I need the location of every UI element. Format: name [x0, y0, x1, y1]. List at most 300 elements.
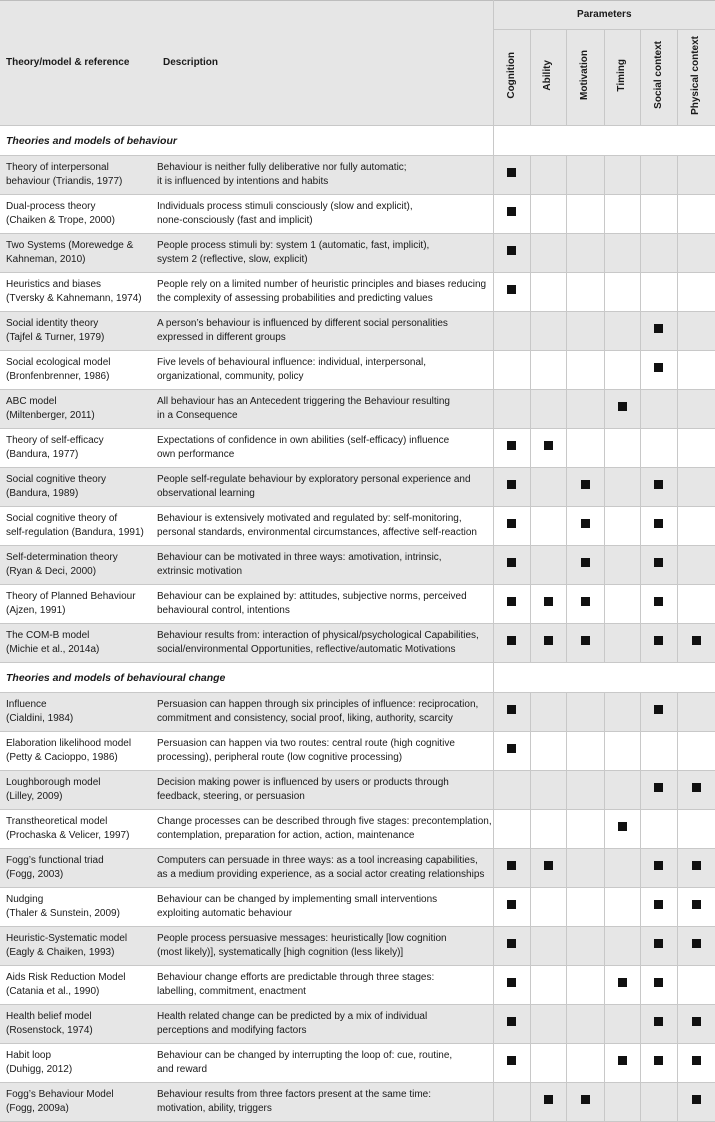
- section-heading-row: [0, 663, 715, 693]
- param-cell-physical-context: [677, 693, 715, 732]
- param-cell-motivation: [566, 507, 604, 546]
- table-header: [0, 1, 715, 126]
- param-cell-physical-context: [677, 390, 715, 429]
- description-cell: [157, 312, 493, 351]
- param-cell-motivation: [566, 156, 604, 195]
- filled-square-marker-icon: [654, 978, 663, 987]
- description-line: own performance: [157, 449, 235, 460]
- param-cell-social-context: [640, 351, 677, 390]
- theory-name: Health belief model: [6, 1011, 92, 1022]
- theory-name: Habit loop: [6, 1050, 52, 1061]
- table-row: [0, 693, 715, 732]
- filled-square-marker-icon: [544, 597, 553, 606]
- param-cell-ability: [530, 1044, 566, 1083]
- filled-square-marker-icon: [507, 744, 516, 753]
- description-cell: [157, 771, 493, 810]
- description-cell: [157, 1044, 493, 1083]
- table-row: [0, 507, 715, 546]
- param-cell-cognition: [493, 273, 530, 312]
- param-cell-social-context: [640, 195, 677, 234]
- description-line: expressed in different groups: [157, 332, 286, 343]
- param-cell-motivation: [566, 468, 604, 507]
- theory-name: Social cognitive theory of: [6, 513, 118, 524]
- param-cell-social-context: [640, 1044, 677, 1083]
- description-line: social/environmental Opportunities, reflective/automatic Motivations: [157, 644, 456, 655]
- theory-cell: [0, 849, 157, 888]
- theory-name: Theory of interpersonal: [6, 162, 109, 173]
- description-line: All behaviour has an Antecedent triggering the Behaviour resulting: [157, 396, 450, 407]
- param-header-physical-context: Physical context: [677, 30, 715, 126]
- param-cell-social-context: [640, 468, 677, 507]
- table-row: [0, 849, 715, 888]
- param-cell-ability: [530, 585, 566, 624]
- param-cell-timing: [604, 771, 640, 810]
- theory-cell: [0, 507, 157, 546]
- table-row: [0, 810, 715, 849]
- description-line: organizational, community, policy: [157, 371, 304, 382]
- theory-reference: (Tajfel & Turner, 1979): [6, 332, 105, 343]
- param-cell-ability: [530, 234, 566, 273]
- param-cell-physical-context: [677, 234, 715, 273]
- table-row: [0, 234, 715, 273]
- param-cell-timing: [604, 1044, 640, 1083]
- theory-reference: (Catania et al., 1990): [6, 986, 100, 997]
- param-cell-social-context: [640, 966, 677, 1005]
- param-header-social-context: Social context: [640, 30, 677, 126]
- param-cell-cognition: [493, 585, 530, 624]
- param-cell-cognition: [493, 624, 530, 663]
- param-cell-physical-context: [677, 810, 715, 849]
- param-cell-ability: [530, 732, 566, 771]
- param-cell-social-context: [640, 732, 677, 771]
- table-row: [0, 1044, 715, 1083]
- description-line: Behaviour is extensively motivated and regulated by: self-monitoring,: [157, 513, 462, 524]
- filled-square-marker-icon: [544, 441, 553, 450]
- filled-square-marker-icon: [581, 1095, 590, 1104]
- description-line: Expectations of confidence in own abilities (self-efficacy) influence: [157, 435, 450, 446]
- param-cell-timing: [604, 966, 640, 1005]
- param-cell-cognition: [493, 849, 530, 888]
- filled-square-marker-icon: [507, 246, 516, 255]
- filled-square-marker-icon: [544, 636, 553, 645]
- param-header-timing: Timing: [604, 30, 640, 126]
- param-cell-timing: [604, 312, 640, 351]
- filled-square-marker-icon: [618, 978, 627, 987]
- table-row: [0, 390, 715, 429]
- filled-square-marker-icon: [654, 861, 663, 870]
- filled-square-marker-icon: [654, 597, 663, 606]
- description-line: People self-regulate behaviour by exploratory personal experience and: [157, 474, 471, 485]
- param-cell-cognition: [493, 351, 530, 390]
- filled-square-marker-icon: [654, 705, 663, 714]
- param-cell-social-context: [640, 429, 677, 468]
- filled-square-marker-icon: [654, 1056, 663, 1065]
- theory-cell: [0, 390, 157, 429]
- param-cell-timing: [604, 546, 640, 585]
- param-cell-physical-context: [677, 966, 715, 1005]
- filled-square-marker-icon: [507, 519, 516, 528]
- description-line: system 2 (reflective, slow, explicit): [157, 254, 308, 265]
- theory-cell: [0, 888, 157, 927]
- param-cell-cognition: [493, 507, 530, 546]
- param-cell-cognition: [493, 390, 530, 429]
- description-line: People process stimuli by: system 1 (automatic, fast, implicit),: [157, 240, 430, 251]
- table-row: [0, 1083, 715, 1122]
- description-line: Change processes can be described through five stages: precontemplation,: [157, 816, 492, 827]
- param-cell-cognition: [493, 1044, 530, 1083]
- param-cell-timing: [604, 624, 640, 663]
- param-cell-timing: [604, 195, 640, 234]
- param-cell-social-context: [640, 693, 677, 732]
- table-row: [0, 312, 715, 351]
- table-row: [0, 429, 715, 468]
- param-cell-ability: [530, 1083, 566, 1122]
- description-line: the complexity of assessing probabilities and predicting values: [157, 293, 433, 304]
- param-cell-timing: [604, 468, 640, 507]
- filled-square-marker-icon: [654, 1017, 663, 1026]
- param-cell-timing: [604, 507, 640, 546]
- description-cell: [157, 732, 493, 771]
- filled-square-marker-icon: [654, 636, 663, 645]
- description-cell: [157, 195, 493, 234]
- description-line: contemplation, preparation for action, action, maintenance: [157, 830, 415, 841]
- param-cell-ability: [530, 693, 566, 732]
- description-line: (most likely)], systematically [high cognition (less likely)]: [157, 947, 404, 958]
- param-cell-social-context: [640, 771, 677, 810]
- theory-cell: [0, 351, 157, 390]
- description-line: as a medium providing experience, as a social actor creating relationships: [157, 869, 485, 880]
- param-cell-physical-context: [677, 771, 715, 810]
- param-cell-ability: [530, 468, 566, 507]
- param-cell-timing: [604, 234, 640, 273]
- theory-cell: [0, 810, 157, 849]
- theory-reference: (Bronfenbrenner, 1986): [6, 371, 110, 382]
- description-cell: [157, 585, 493, 624]
- param-cell-motivation: [566, 888, 604, 927]
- description-cell: [157, 546, 493, 585]
- param-cell-physical-context: [677, 273, 715, 312]
- param-cell-cognition: [493, 468, 530, 507]
- param-cell-social-context: [640, 312, 677, 351]
- param-cell-motivation: [566, 351, 604, 390]
- theory-cell: [0, 1044, 157, 1083]
- theory-name: Heuristic-Systematic model: [6, 933, 128, 944]
- param-cell-ability: [530, 624, 566, 663]
- table-row: [0, 732, 715, 771]
- theory-cell: [0, 195, 157, 234]
- param-cell-cognition: [493, 312, 530, 351]
- filled-square-marker-icon: [581, 558, 590, 567]
- description-line: Behaviour can be explained by: attitudes, subjective norms, perceived: [157, 591, 467, 602]
- description-cell: [157, 966, 493, 1005]
- description-cell: [157, 810, 493, 849]
- param-cell-motivation: [566, 693, 604, 732]
- filled-square-marker-icon: [692, 783, 701, 792]
- param-cell-cognition: [493, 546, 530, 585]
- param-cell-timing: [604, 585, 640, 624]
- table-row: [0, 195, 715, 234]
- param-cell-social-context: [640, 927, 677, 966]
- theory-name: ABC model: [6, 396, 57, 407]
- theory-reference: (Miltenberger, 2011): [6, 410, 95, 421]
- theory-reference: self-regulation (Bandura, 1991): [6, 527, 144, 538]
- theory-name: Heuristics and biases: [6, 279, 102, 290]
- theory-name: Theory of self-efficacy: [6, 435, 104, 446]
- param-cell-physical-context: [677, 312, 715, 351]
- description-line: labelling, commitment, enactment: [157, 986, 306, 997]
- param-cell-physical-context: [677, 546, 715, 585]
- theory-cell: [0, 624, 157, 663]
- theory-reference: (Michie et al., 2014a): [6, 644, 100, 655]
- theory-name: Dual-process theory: [6, 201, 96, 212]
- description-cell: [157, 468, 493, 507]
- description-line: Behaviour change efforts are predictable through three stages:: [157, 972, 435, 983]
- param-cell-physical-context: [677, 624, 715, 663]
- theory-reference: (Chaiken & Trope, 2000): [6, 215, 115, 226]
- param-cell-ability: [530, 1005, 566, 1044]
- filled-square-marker-icon: [507, 168, 516, 177]
- table-row: [0, 624, 715, 663]
- param-cell-cognition: [493, 693, 530, 732]
- filled-square-marker-icon: [654, 324, 663, 333]
- param-cell-social-context: [640, 390, 677, 429]
- description-line: Five levels of behavioural influence: individual, interpersonal,: [157, 357, 427, 368]
- theory-cell: [0, 732, 157, 771]
- filled-square-marker-icon: [692, 861, 701, 870]
- param-cell-physical-context: [677, 1044, 715, 1083]
- param-cell-social-context: [640, 273, 677, 312]
- param-cell-motivation: [566, 732, 604, 771]
- description-line: Behaviour can be changed by interrupting the loop of: cue, routine,: [157, 1050, 453, 1061]
- description-line: Persuasion can happen via two routes: central route (high cognitive: [157, 738, 455, 749]
- description-cell: [157, 1083, 493, 1122]
- param-cell-ability: [530, 771, 566, 810]
- param-cell-motivation: [566, 771, 604, 810]
- theory-cell: [0, 585, 157, 624]
- param-cell-motivation: [566, 810, 604, 849]
- theory-cell: [0, 1005, 157, 1044]
- table-row: [0, 156, 715, 195]
- param-cell-ability: [530, 810, 566, 849]
- filled-square-marker-icon: [692, 900, 701, 909]
- param-cell-physical-context: [677, 351, 715, 390]
- section-title: Theories and models of behaviour: [0, 126, 493, 156]
- param-cell-motivation: [566, 1044, 604, 1083]
- table-row: [0, 927, 715, 966]
- theory-name: Aids Risk Reduction Model: [6, 972, 126, 983]
- description-cell: [157, 507, 493, 546]
- table-row: [0, 273, 715, 312]
- theory-cell: [0, 693, 157, 732]
- description-line: motivation, ability, triggers: [157, 1103, 272, 1114]
- theory-cell: [0, 546, 157, 585]
- param-cell-motivation: [566, 1083, 604, 1122]
- param-cell-timing: [604, 351, 640, 390]
- param-cell-physical-context: [677, 1083, 715, 1122]
- table-row: [0, 888, 715, 927]
- param-cell-cognition: [493, 732, 530, 771]
- param-cell-social-context: [640, 810, 677, 849]
- table-row: [0, 966, 715, 1005]
- param-cell-timing: [604, 732, 640, 771]
- filled-square-marker-icon: [507, 900, 516, 909]
- param-cell-motivation: [566, 312, 604, 351]
- filled-square-marker-icon: [544, 1095, 553, 1104]
- description-line: Behaviour results from: interaction of physical/psychological Capabilities,: [157, 630, 479, 641]
- theory-name: Social cognitive theory: [6, 474, 107, 485]
- description-line: observational learning: [157, 488, 255, 499]
- filled-square-marker-icon: [507, 558, 516, 567]
- param-cell-ability: [530, 966, 566, 1005]
- theory-reference: (Rosenstock, 1974): [6, 1025, 93, 1036]
- description-cell: [157, 693, 493, 732]
- param-cell-physical-context: [677, 429, 715, 468]
- theory-cell: [0, 468, 157, 507]
- table-row: [0, 468, 715, 507]
- param-cell-motivation: [566, 195, 604, 234]
- theory-name: Elaboration likelihood model: [6, 738, 132, 749]
- filled-square-marker-icon: [507, 207, 516, 216]
- table-row: [0, 546, 715, 585]
- param-cell-ability: [530, 507, 566, 546]
- filled-square-marker-icon: [692, 939, 701, 948]
- param-cell-physical-context: [677, 1005, 715, 1044]
- param-header-cognition: Cognition: [493, 30, 530, 126]
- description-line: it is influenced by intentions and habits: [157, 176, 329, 187]
- param-cell-cognition: [493, 429, 530, 468]
- param-cell-motivation: [566, 546, 604, 585]
- param-cell-cognition: [493, 156, 530, 195]
- filled-square-marker-icon: [507, 939, 516, 948]
- theory-name: Two Systems (Morewedge &: [6, 240, 134, 251]
- param-cell-cognition: [493, 810, 530, 849]
- param-cell-cognition: [493, 1083, 530, 1122]
- theory-reference: (Eagly & Chaiken, 1993): [6, 947, 115, 958]
- theory-reference: (Lilley, 2009): [6, 791, 63, 802]
- description-line: exploiting automatic behaviour: [157, 908, 293, 919]
- param-cell-ability: [530, 351, 566, 390]
- description-line: Persuasion can happen through six principles of influence: reciprocation,: [157, 699, 479, 710]
- param-cell-motivation: [566, 390, 604, 429]
- param-cell-motivation: [566, 966, 604, 1005]
- param-cell-physical-context: [677, 507, 715, 546]
- theory-reference: Kahneman, 2010): [6, 254, 86, 265]
- description-line: extrinsic motivation: [157, 566, 243, 577]
- theory-column-header: Theory/model & reference: [0, 1, 157, 126]
- theory-reference: (Fogg, 2003): [6, 869, 64, 880]
- param-cell-social-context: [640, 507, 677, 546]
- filled-square-marker-icon: [654, 480, 663, 489]
- theory-reference: (Cialdini, 1984): [6, 713, 74, 724]
- description-line: Behaviour results from three factors present at the same time:: [157, 1089, 432, 1100]
- filled-square-marker-icon: [507, 480, 516, 489]
- param-cell-physical-context: [677, 732, 715, 771]
- description-line: A person’s behaviour is influenced by different social personalities: [157, 318, 448, 329]
- description-line: perceptions and modifying factors: [157, 1025, 307, 1036]
- param-cell-social-context: [640, 1083, 677, 1122]
- param-cell-timing: [604, 927, 640, 966]
- description-line: Behaviour is neither fully deliberative nor fully automatic;: [157, 162, 407, 173]
- filled-square-marker-icon: [581, 636, 590, 645]
- description-cell: [157, 390, 493, 429]
- param-cell-timing: [604, 429, 640, 468]
- param-cell-physical-context: [677, 585, 715, 624]
- theory-reference: (Prochaska & Velicer, 1997): [6, 830, 130, 841]
- param-cell-ability: [530, 156, 566, 195]
- theory-reference: (Bandura, 1989): [6, 488, 79, 499]
- param-cell-timing: [604, 1005, 640, 1044]
- table-row: [0, 1005, 715, 1044]
- param-cell-social-context: [640, 585, 677, 624]
- param-cell-ability: [530, 195, 566, 234]
- param-cell-motivation: [566, 849, 604, 888]
- description-cell: [157, 849, 493, 888]
- filled-square-marker-icon: [618, 402, 627, 411]
- filled-square-marker-icon: [618, 822, 627, 831]
- param-cell-motivation: [566, 273, 604, 312]
- param-cell-ability: [530, 429, 566, 468]
- param-header-motivation: Motivation: [566, 30, 604, 126]
- param-cell-social-context: [640, 624, 677, 663]
- section-params-blank: [493, 126, 715, 156]
- param-header-ability: Ability: [530, 30, 566, 126]
- param-cell-cognition: [493, 771, 530, 810]
- filled-square-marker-icon: [618, 1056, 627, 1065]
- theory-reference: (Fogg, 2009a): [6, 1103, 69, 1114]
- filled-square-marker-icon: [692, 1017, 701, 1026]
- description-line: processing), peripheral route (low cognitive processing): [157, 752, 403, 763]
- param-cell-motivation: [566, 585, 604, 624]
- filled-square-marker-icon: [507, 597, 516, 606]
- table-row: [0, 771, 715, 810]
- theory-name: Nudging: [6, 894, 44, 905]
- theory-cell: [0, 234, 157, 273]
- theory-cell: [0, 1083, 157, 1122]
- param-cell-motivation: [566, 1005, 604, 1044]
- description-line: Individuals process stimuli consciously (slow and explicit),: [157, 201, 413, 212]
- param-cell-physical-context: [677, 927, 715, 966]
- param-cell-physical-context: [677, 888, 715, 927]
- theory-reference: behaviour (Triandis, 1977): [6, 176, 123, 187]
- theory-cell: [0, 966, 157, 1005]
- theory-reference: (Bandura, 1977): [6, 449, 79, 460]
- description-line: Decision making power is influenced by users or products through: [157, 777, 449, 788]
- param-cell-motivation: [566, 927, 604, 966]
- description-line: and reward: [157, 1064, 208, 1075]
- param-cell-timing: [604, 693, 640, 732]
- section-title: Theories and models of behavioural change: [0, 663, 493, 693]
- theory-name: Fogg’s functional triad: [6, 855, 104, 866]
- description-line: Behaviour can be changed by implementing small interventions: [157, 894, 438, 905]
- param-cell-cognition: [493, 1005, 530, 1044]
- theory-cell: [0, 429, 157, 468]
- description-cell: [157, 234, 493, 273]
- param-cell-timing: [604, 156, 640, 195]
- filled-square-marker-icon: [654, 783, 663, 792]
- filled-square-marker-icon: [654, 519, 663, 528]
- description-line: People rely on a limited number of heuristic principles and biases reducing: [157, 279, 487, 290]
- theory-name: Social identity theory: [6, 318, 99, 329]
- param-cell-social-context: [640, 888, 677, 927]
- filled-square-marker-icon: [654, 558, 663, 567]
- filled-square-marker-icon: [507, 441, 516, 450]
- theory-cell: [0, 771, 157, 810]
- description-line: People process persuasive messages: heuristically [low cognition: [157, 933, 447, 944]
- filled-square-marker-icon: [507, 1056, 516, 1065]
- theory-cell: [0, 927, 157, 966]
- filled-square-marker-icon: [581, 480, 590, 489]
- theory-name: The COM-B model: [6, 630, 90, 641]
